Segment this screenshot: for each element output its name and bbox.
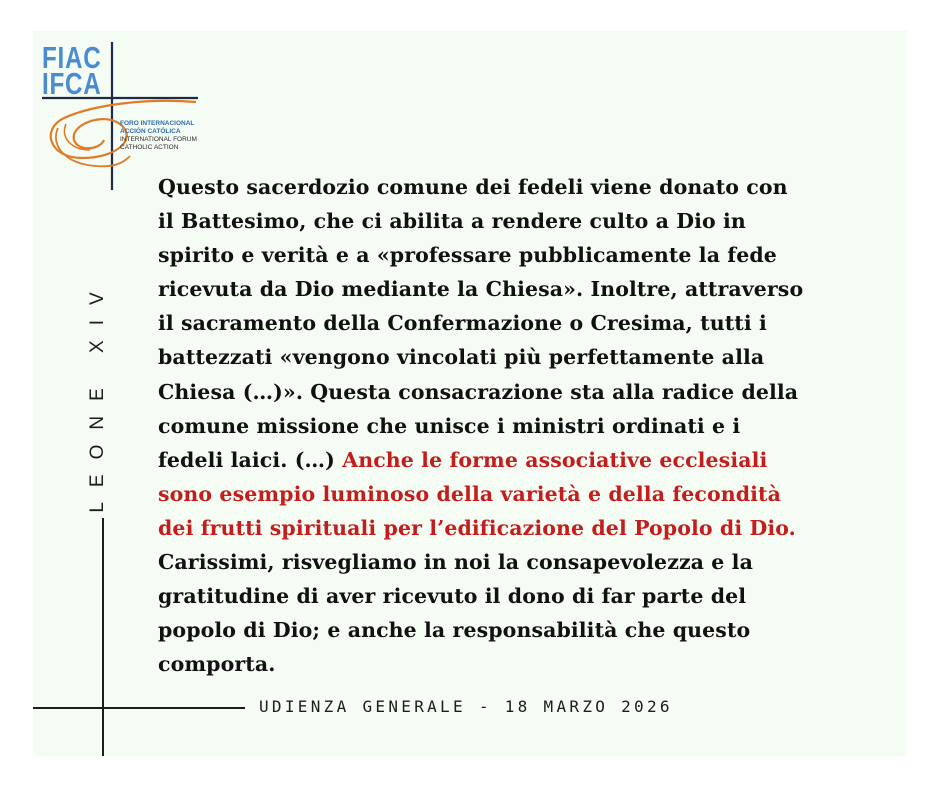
quote-line: Questo sacerdozio comune dei fedeli viene donato con bbox=[158, 175, 788, 199]
logo-subtitle-es: FORO INTERNACIONAL ACCIÓN CATÓLICA bbox=[120, 120, 195, 135]
quote-line: il Battesimo, che ci abilita a rendere culto a Dio in bbox=[158, 209, 746, 234]
quote-line: fedeli laici. (…) Anche le forme associative ecclesiali bbox=[158, 447, 768, 472]
highlighted-quote-line: dei frutti spirituali per l’edificazione del Popolo di Dio. bbox=[158, 515, 796, 540]
quote-line: ricevuta da Dio mediante la Chiesa». Inoltre, attraverso bbox=[158, 277, 804, 302]
highlighted-quote-line: sono esempio luminoso della varietà e della fecondità bbox=[158, 481, 782, 506]
quote-line: comporta. bbox=[158, 652, 276, 677]
quote-line: spirito e verità e a «professare pubblicamente la fede bbox=[158, 243, 777, 268]
highlighted-text: Anche le forme associative ecclesiali bbox=[342, 447, 768, 472]
logo-ifca-text: IFCA bbox=[42, 66, 102, 101]
author-vertical-label: LEONE XIV bbox=[87, 277, 108, 513]
horizontal-footer-line bbox=[33, 707, 245, 709]
quote-line: il sacramento della Confermazione o Cresima, tutti i bbox=[158, 311, 767, 336]
logo-fiac-text: FIAC bbox=[42, 40, 102, 75]
quote-line: gratitudine di aver ricevuto il dono di far parte del bbox=[158, 584, 747, 609]
source-footer: UDIENZA GENERALE - 18 MARZO 2026 bbox=[259, 697, 673, 716]
quote-line: Chiesa (…)». Questa consacrazione sta alla radice della bbox=[158, 379, 799, 404]
quote-line: battezzati «vengono vincolati più perfettamente alla bbox=[158, 345, 765, 370]
vertical-divider-line bbox=[102, 518, 104, 756]
quote-line: comune missione che unisce i ministri ordinati e i bbox=[158, 413, 741, 438]
logo-subtitle-en: INTERNATIONAL FORUM CATHOLIC ACTION bbox=[120, 136, 197, 151]
quote-text bbox=[158, 170, 888, 681]
quote-line: popolo di Dio; e anche la responsabilità che questo bbox=[158, 618, 751, 643]
quote-line: Carissimi, risvegliamo in noi la consapevolezza e la bbox=[158, 550, 753, 575]
